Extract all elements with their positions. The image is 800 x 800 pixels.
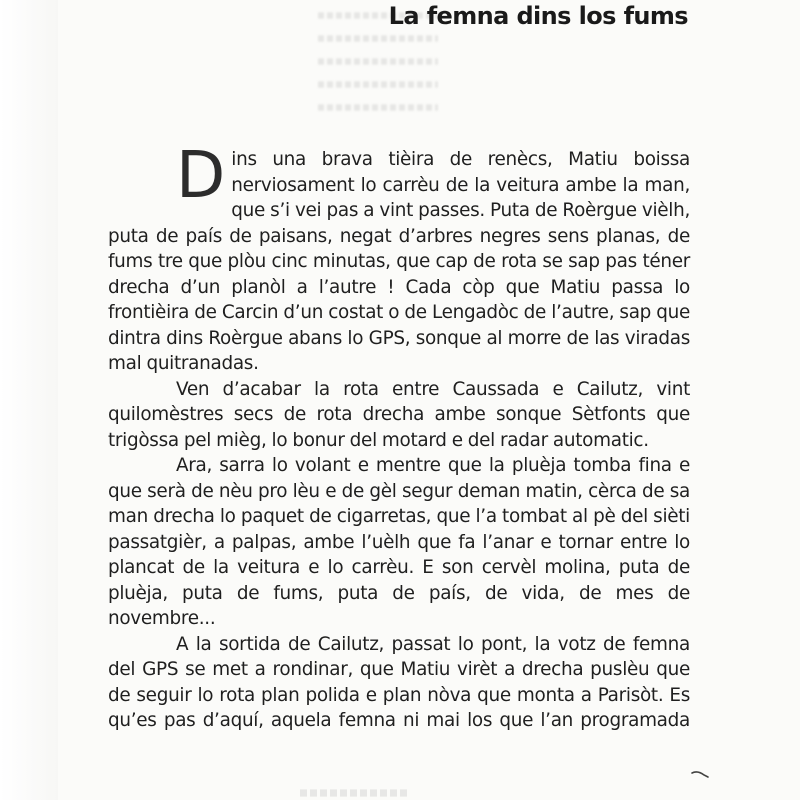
chapter-body [108, 139, 690, 734]
paragraph-4: A la sortida de Cailutz, passat lo pont, la votz de femna del GPS se met a rondinar, que Matiu virèt a drecha puslèu que de seguir lo rota plan polida e plan nòva que monta a Parisòt. Es qu’es pas d’aquí, aquela femna ni mai los que l’an programada [108, 633, 690, 731]
paragraph-1-text: ins una brava tièira de renècs, Matiu boissa nerviosament lo carrèu de la veitura ambe la man, que s’i vei pas a vint passes. Puta de Roèrgue vièlh, puta de país de paisans, negat d’arbres negres sens planas, de fums tre que plòu cinc minutas, que cap de rota se sap pas téner drecha d’un planòl a l’autre ! Cada còp que Matiu passa lo frontièira de Carcin d’un costat o de Lengadòc de l’autre, sap que dintra dins Roèrgue abans lo GPS, sonque al morre de las viradas mal quitranadas. [108, 149, 690, 374]
paragraph-3: Ara, sarra lo volant e mentre que la pluèja tomba fina e que serà de nèu pro lèu e de gèl segur deman matin, cèrca de sa man drecha lo paquet de cigarretas, que l’a tombat al pè del sièti passatgièr, a palpas, ambe l’uèlh que fa l’anar e tornar entre lo plancat de la veitura e lo carrèu. E son cervèl molina, puta de pluèja, puta de fums, puta de país, de vida, de mes de novembre... [108, 455, 690, 629]
hyphen-mark-icon [690, 766, 710, 780]
paragraph-2: Ven d’acabar la rota entre Caussada e Cailutz, vint quilomèstres secs de rota drecha ambe sonque Sètfonts que trigòssa pel mièg, lo bonur del motard e del radar automatic. [108, 378, 690, 451]
chapter-title: La femna dins los fums [388, 2, 688, 30]
show-through-bottom [300, 789, 410, 796]
page-gutter [0, 0, 58, 800]
paragraph-1 [108, 139, 690, 377]
drop-cap: D [176, 139, 226, 213]
